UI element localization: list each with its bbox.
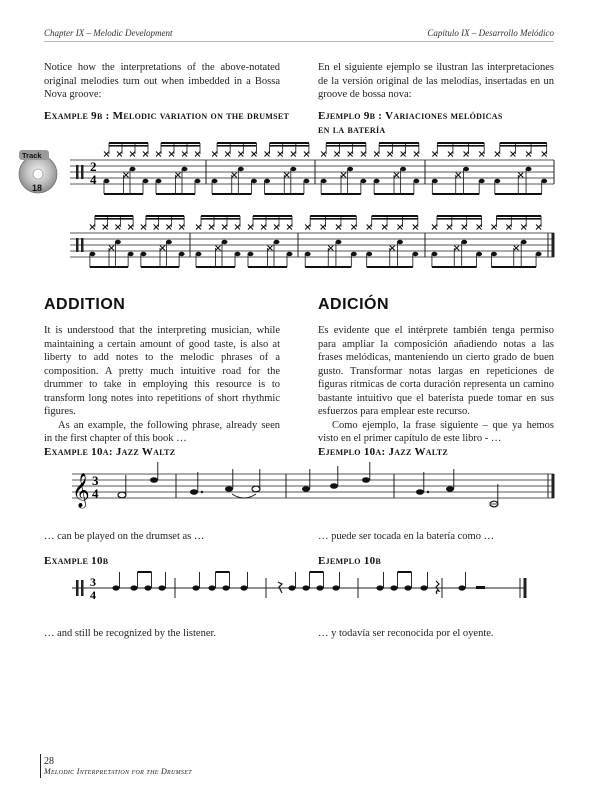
section-title-en: ADDITION bbox=[44, 296, 126, 313]
recognized-text-en: … and still be recognized by the listener. bbox=[44, 628, 217, 639]
addition-es-p1: Es evidente que el intérprete también tenga permiso para ampliar la composición añadiendo notas a las frases melódicas, manteniendo un cierto grado de buen gusto. Transformar notas largas en repeticiones de figuras rítmicas de corta duración representa un camino bastante intuitivo que el baterista puede tomar en sus esfuerzos para emplear este recurso. bbox=[318, 325, 554, 417]
example-10a-staff bbox=[44, 462, 556, 518]
example-10a-label-en: Example 10a: Jazz Waltz bbox=[44, 446, 176, 458]
footer-book-title: Melodic Interpretation for the Drumset bbox=[44, 767, 192, 776]
example-9b-staff-row2 bbox=[70, 213, 555, 278]
treble-clef-icon: 𝄞 bbox=[72, 473, 90, 508]
addition-en-p2: As an example, the following phrase, already seen in the first chapter of this book … bbox=[44, 419, 280, 444]
addition-paragraph-en bbox=[44, 324, 280, 446]
intro-paragraph-es: En el siguiente ejemplo se ilustran las interpretaciones de la versión original de las melodías, insertadas en un groove de bossa nova: bbox=[318, 62, 554, 100]
example-10a-label-es: Ejemplo 10a: Jazz Waltz bbox=[318, 446, 449, 458]
addition-en-p1: It is understood that the interpreting musician, while maintaining a certain amount of good taste, is also at liberty to add notes to the melodic phrases of a composition. A pretty much intuitive road for the drummer to take in employing this resource is to transform long notes into repetitions of short rhythmic figures. bbox=[44, 325, 280, 417]
intro-paragraph-en: Notice how the interpretations of the above-notated original melodies turn out when imbedded in a Bossa Nova groove: bbox=[44, 62, 280, 100]
example-10b-label-es: Ejemplo 10b bbox=[318, 555, 382, 567]
footer-bar bbox=[40, 754, 41, 778]
drum-notation-row1 bbox=[104, 142, 548, 195]
example-9b-staff-row1 bbox=[70, 140, 555, 205]
section-title-es: ADICIÓN bbox=[318, 296, 390, 313]
rhythm-notation bbox=[112, 571, 485, 594]
played-text-es: … puede ser tocada en la batería como … bbox=[318, 531, 495, 542]
time-sig-bottom: 4 bbox=[92, 486, 99, 501]
example-9b-label-es-line1: Ejemplo 9b : Variaciones melódicas bbox=[318, 110, 503, 122]
time-sig-top: 3 bbox=[92, 473, 99, 488]
header-rule bbox=[44, 41, 554, 42]
time-sig-bottom: 4 bbox=[90, 588, 96, 602]
track-number: 18 bbox=[32, 183, 43, 193]
page-number: 28 bbox=[44, 756, 54, 767]
example-9b-label-en: Example 9b : Melodic variation on the drumset bbox=[44, 110, 290, 122]
melody-notation bbox=[118, 462, 498, 507]
time-sig-top: 3 bbox=[90, 575, 96, 589]
time-sig-bottom: 4 bbox=[90, 172, 97, 187]
running-header-left: Chapter IX – Melodic Development bbox=[44, 28, 173, 38]
example-9b-label-es-line2: en la batería bbox=[318, 124, 386, 136]
example-10b-label-en: Example 10b bbox=[44, 555, 109, 567]
played-text-en: … can be played on the drumset as … bbox=[44, 531, 205, 542]
time-sig-top: 2 bbox=[90, 159, 97, 174]
track-label: Track bbox=[22, 151, 42, 160]
running-header-right: Capítulo IX – Desarrollo Melódico bbox=[427, 28, 554, 38]
drum-notation-row2 bbox=[89, 215, 541, 268]
addition-es-p2: Como ejemplo, la frase siguiente – que ya hemos visto en el primer capítulo de este libro - … bbox=[318, 419, 554, 444]
example-10b-staff bbox=[44, 568, 556, 608]
recognized-text-es: … y todavía ser reconocida por el oyente. bbox=[318, 628, 494, 639]
addition-paragraph-es bbox=[318, 324, 554, 446]
